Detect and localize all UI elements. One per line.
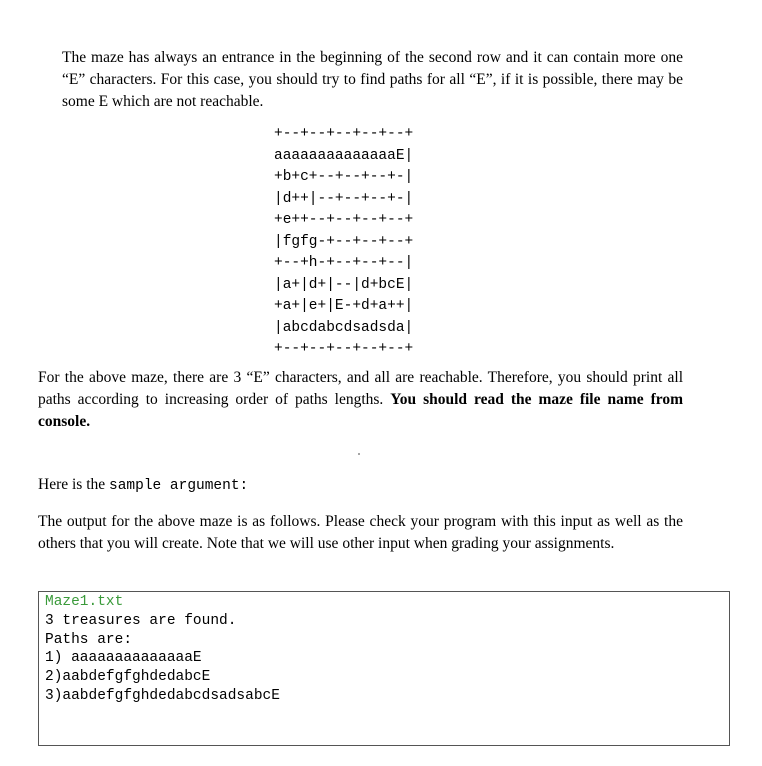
- maze-line: +a+|e+|E-+d+a++|: [274, 298, 414, 314]
- output-filename: Maze1.txt: [45, 594, 124, 610]
- output-line: 1) aaaaaaaaaaaaaaE: [45, 650, 202, 667]
- maze-diagram: [274, 124, 413, 361]
- sample-argument-code: sample argument:: [109, 478, 249, 494]
- explanation-paragraph: [38, 367, 683, 433]
- maze-line: |d++|--+--+--+-|: [274, 190, 414, 207]
- output-line: 3 treasures are found.: [45, 612, 237, 629]
- output-line: 2)aabdefgfghdedabcE: [45, 669, 211, 686]
- maze-line: |a+|d+|--|d+bcE|: [274, 276, 414, 293]
- intro-paragraph: The maze has always an entrance in the beginning of the second row and it can contain more one “E” characters. For this case, you should try to find paths for all “E”, if it is possible, there may be some E which are not reachable.: [62, 49, 683, 110]
- explanation-bold-text: You should read the maze file name from console.: [38, 391, 683, 430]
- maze-line: +--+--+--+--+--+: [274, 126, 414, 142]
- sample-prefix: Here is the: [38, 476, 110, 493]
- stray-dot: [358, 453, 360, 455]
- output-box: [38, 591, 730, 746]
- maze-line: |fgfg-+--+--+--+: [274, 233, 414, 250]
- maze-line: |abcdabcdsadsda|: [274, 319, 414, 336]
- sample-argument-line: [38, 474, 683, 497]
- maze-line: +--+--+--+--+--+: [274, 341, 414, 357]
- maze-line: +--+h-+--+--+--|: [274, 255, 414, 271]
- maze-line: aaaaaaaaaaaaaaE|: [274, 147, 414, 164]
- output-line: 3)aabdefgfghdedabcdsadsabcE: [45, 687, 280, 704]
- output-intro-paragraph: The output for the above maze is as follows. Please check your program with this input as well as the others that you will create. Note that we will use other input when grading your assignments.: [38, 513, 683, 552]
- explanation-text: For the above maze, there are 3 “E” characters, and all are reachable. Therefore, you should print all paths according to increasing order of paths lengths.: [38, 369, 683, 408]
- output-line: Paths are:: [45, 631, 133, 648]
- maze-line: +e++--+--+--+--+: [274, 212, 414, 228]
- maze-line: +b+c+--+--+--+-|: [274, 169, 414, 185]
